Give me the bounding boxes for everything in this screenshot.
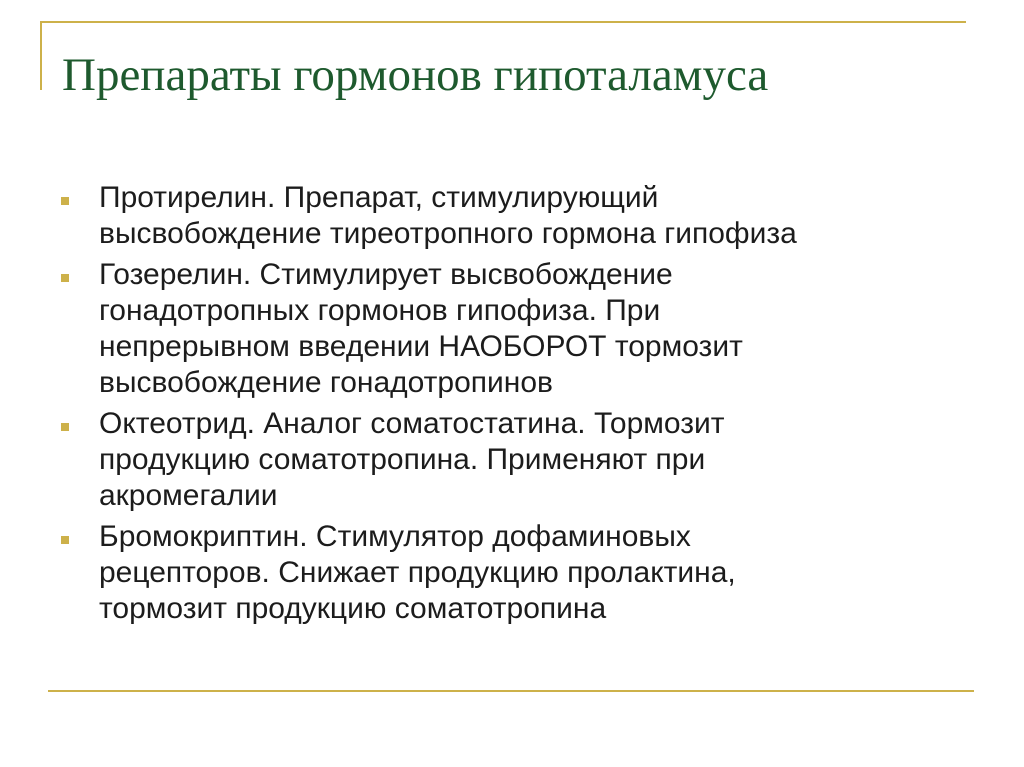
bullet-item-protirelin — [59, 180, 959, 252]
square-bullet-icon — [61, 197, 69, 205]
left-divider-line — [40, 21, 42, 90]
square-bullet-icon — [61, 536, 69, 544]
slide-title: Препараты гормонов гипоталамуса — [62, 49, 769, 101]
bullet-item-bromocriptine — [59, 519, 959, 627]
bullet-list — [59, 180, 959, 632]
bullet-item-octreotide — [59, 406, 959, 514]
square-bullet-icon — [61, 274, 69, 282]
square-bullet-icon — [61, 423, 69, 431]
bullet-text: Гозерелин. Стимулирует высвобождение гонадотропных гормонов гипофиза. При непрерывном введении НАОБОРОТ тормозит высвобождение гонадотропинов — [99, 258, 743, 399]
top-divider-line — [40, 21, 966, 23]
bullet-text: Бромокриптин. Стимулятор дофаминовых рецепторов. Снижает продукцию пролактина, тормозит продукцию соматотропина — [99, 520, 736, 625]
bottom-divider-line — [48, 690, 974, 692]
bullet-text: Протирелин. Препарат, стимулирующий высвобождение тиреотропного гормона гипофиза — [99, 181, 797, 250]
bullet-text: Октеотрид. Аналог соматостатина. Тормозит продукцию соматотропина. Применяют при акромегалии — [99, 407, 725, 512]
bullet-item-goserelin — [59, 257, 959, 401]
